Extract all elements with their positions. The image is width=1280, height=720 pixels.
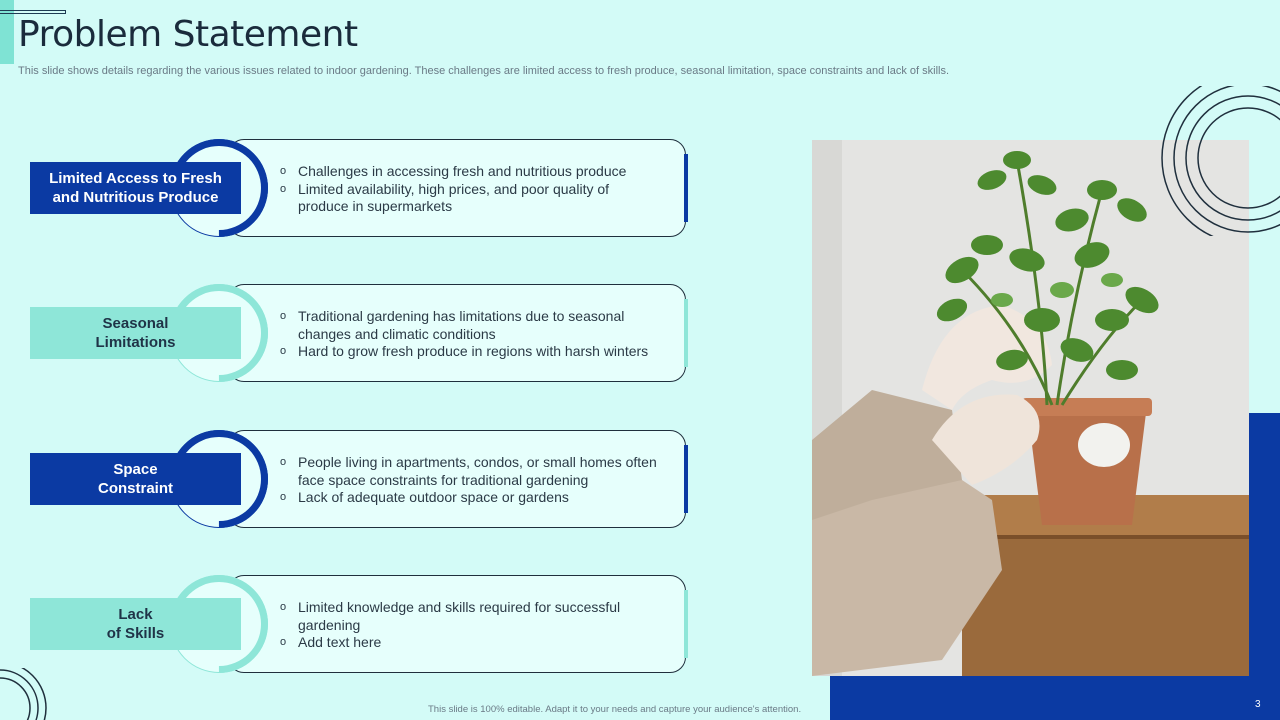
bullet-list-2 [280, 308, 660, 361]
problem-label-4 [30, 598, 241, 650]
bullet-item: o Limited knowledge and skills required for successful gardening [280, 599, 660, 634]
problem-label-3 [30, 453, 241, 505]
page-title: Problem Statement [18, 14, 358, 55]
problem-label-2 [30, 307, 241, 359]
bullet-item: o Add text here [280, 634, 660, 652]
problem-row-3 [30, 430, 690, 530]
label-line-2: Limitations [95, 334, 176, 351]
card-accent-bar [684, 299, 688, 367]
problem-row-4 [30, 575, 690, 675]
bullet-list-4 [280, 599, 660, 652]
card-accent-bar [684, 154, 688, 222]
bullet-list-3 [280, 454, 660, 507]
bullet-item: o Lack of adequate outdoor space or gardens [280, 489, 660, 507]
label-line-1: Space [113, 461, 158, 478]
label-line-1: Lack [118, 606, 153, 623]
bullet-item: o Limited availability, high prices, and poor quality of produce in supermarkets [280, 181, 660, 216]
bullet-item: o Hard to grow fresh produce in regions with harsh winters [280, 343, 660, 361]
label-line-2: of Skills [106, 625, 165, 642]
card-accent-bar [684, 445, 688, 513]
page-number: 3 [1255, 699, 1261, 710]
problem-row-1 [30, 139, 690, 239]
bullet-list-1 [280, 163, 660, 216]
page-subtitle: This slide shows details regarding the various issues related to indoor gardening. These challenges are limited access to fresh produce, seasonal limitation, space constraints and lack of skills. [18, 65, 950, 77]
label-line-2: Constraint [98, 480, 173, 497]
label-line-2: and Nutritious Produce [52, 189, 219, 206]
bullet-item: o People living in apartments, condos, or small homes often face space constraints for traditional gardening [280, 454, 660, 489]
problem-label-1 [30, 162, 241, 214]
label-line-1: Limited Access to Fresh [49, 170, 222, 187]
bullet-item: o Traditional gardening has limitations due to seasonal changes and climatic conditions [280, 308, 660, 343]
card-accent-bar [684, 590, 688, 658]
footer-text: This slide is 100% editable. Adapt it to your needs and capture your audience's attention. [428, 704, 802, 715]
bullet-item: o Challenges in accessing fresh and nutritious produce [280, 163, 660, 181]
concentric-circles-decor [1160, 86, 1280, 236]
label-line-1: Seasonal [102, 315, 169, 332]
corner-circles-decor [0, 668, 50, 720]
problem-row-2 [30, 284, 690, 384]
